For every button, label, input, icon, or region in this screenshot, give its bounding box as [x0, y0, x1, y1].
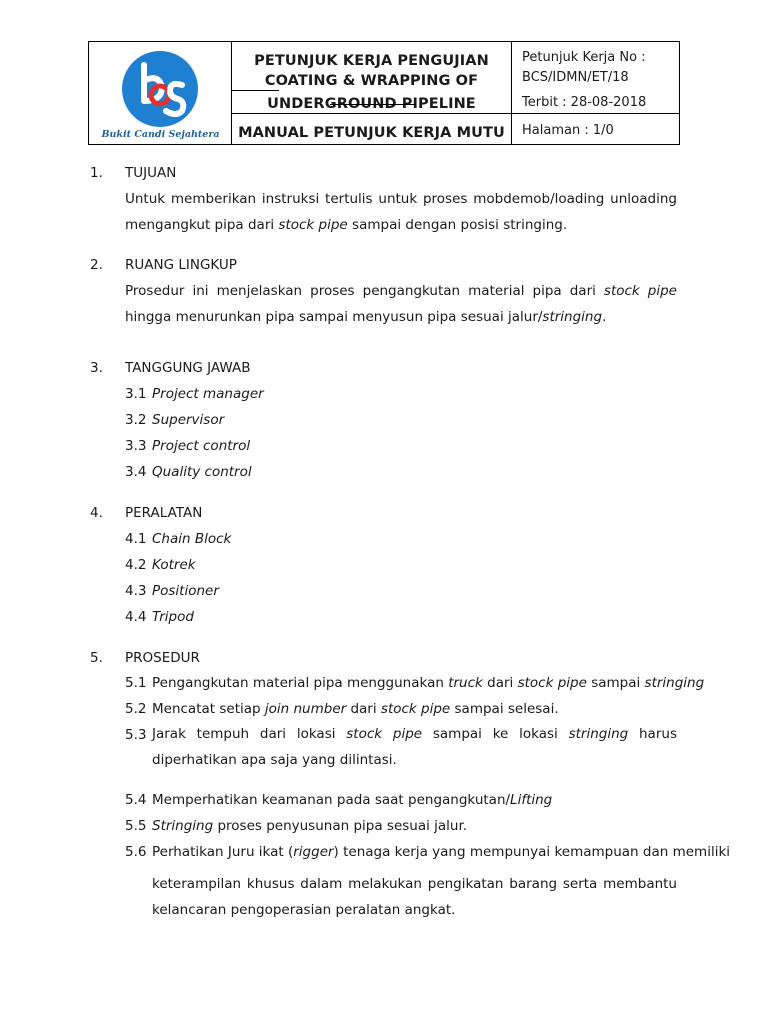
meta-cell: [512, 42, 679, 144]
text-run: sampai ke lokasi: [422, 726, 569, 742]
italic-run: stringing: [644, 675, 705, 691]
header-row-divider: [232, 113, 679, 114]
text-run: ) tenaga kerja yang mempunyai kemampuan dan memiliki: [333, 844, 731, 860]
item-number: 4.4: [125, 609, 147, 625]
italic-run: stringing: [542, 309, 603, 325]
italic-run: stock pipe: [517, 675, 587, 691]
item-number: 3.1: [125, 386, 147, 402]
text-run: sampai selesai.: [450, 701, 559, 717]
item-number: 4.3: [125, 583, 147, 599]
list-item: Kotrek: [152, 557, 196, 573]
text-run: harus diperhatikan apa saja yang dilintasi.: [152, 726, 677, 768]
doc-title-line-3: UNDERGROUND PIPELINE: [267, 96, 476, 112]
section-4-title: PERALATAN: [125, 505, 203, 521]
doc-title-line-1: PETUNJUK KERJA PENGUJIAN: [254, 53, 489, 69]
item-number: 5.5: [125, 818, 147, 834]
italic-run: Stringing: [152, 818, 214, 834]
list-item: [152, 721, 677, 773]
italic-run: truck: [448, 675, 483, 691]
item-number: 5.3: [125, 727, 147, 743]
section-3-title: TANGGUNG JAWAB: [125, 360, 251, 376]
list-item: Quality control: [152, 464, 252, 480]
doc-title-line-2: COATING & WRAPPING OF: [264, 73, 479, 89]
italic-run: stringing: [568, 726, 629, 742]
italic-run: stock pipe: [380, 701, 451, 717]
section-2-paragraph: [125, 278, 677, 330]
list-item: [152, 818, 467, 834]
item-number: 4.1: [125, 531, 147, 547]
list-item: [152, 701, 559, 717]
section-1-paragraph: [125, 186, 677, 238]
text-run: proses penyusunan pipa sesuai jalur.: [213, 818, 468, 834]
section-5-number: 5.: [90, 650, 103, 666]
item-number: 5.4: [125, 792, 147, 808]
italic-run: Lifting: [510, 792, 553, 808]
section-5-title: PROSEDUR: [125, 650, 200, 666]
text-run: Memperhatikan keamanan pada saat pengangkutan/: [152, 792, 511, 808]
item-number: 4.2: [125, 557, 147, 573]
list-item: Positioner: [152, 583, 219, 599]
doc-subtitle: MANUAL PETUNJUK KERJA MUTU: [238, 125, 505, 141]
text-run: Jarak tempuh dari lokasi: [152, 726, 347, 742]
section-3-number: 3.: [90, 360, 103, 376]
text-run: .: [602, 309, 607, 325]
logo-cell: [89, 42, 232, 144]
item-number: 3.3: [125, 438, 147, 454]
italic-run: rigger: [293, 844, 334, 860]
overlap-line: [330, 104, 416, 105]
company-logo: [122, 51, 198, 127]
text-run: Pengangkutan material pipa menggunakan: [152, 675, 449, 691]
page-number: Halaman : 1/0: [522, 123, 614, 138]
item-number: 5.6: [125, 844, 147, 860]
text-run: Perhatikan Juru ikat (: [152, 844, 294, 860]
text-run: dari: [482, 675, 518, 691]
list-item: [152, 844, 730, 860]
text-run: Prosedur ini menjelaskan proses pengangkutan material pipa dari: [125, 283, 604, 299]
item-number: 3.4: [125, 464, 147, 480]
doc-number-label: Petunjuk Kerja No :: [522, 50, 646, 65]
section-1-title: TUJUAN: [125, 165, 177, 181]
text-run: hingga menurunkan pipa sampai menyusun pipa sesuai jalur/: [125, 309, 543, 325]
section-4-number: 4.: [90, 505, 103, 521]
text-run: dari: [346, 701, 381, 717]
logo-caption: Bukit Candi Sejahtera: [101, 129, 220, 140]
section-2-number: 2.: [90, 257, 103, 273]
italic-run: stock pipe: [278, 217, 348, 233]
list-item: Project manager: [152, 386, 264, 402]
list-item: [152, 792, 552, 808]
italic-run: stock pipe: [603, 283, 677, 299]
list-item: Supervisor: [152, 412, 225, 428]
text-run: Mencatat setiap: [152, 701, 265, 717]
header-table: [88, 41, 680, 145]
text-run: Untuk memberikan instruksi tertulis untuk proses mobdemob/loading unloading mengangkut pipa dari: [125, 191, 677, 233]
list-item: Chain Block: [152, 531, 232, 547]
title-cell-divider-stub: [232, 90, 279, 91]
section-2-title: RUANG LINGKUP: [125, 257, 237, 273]
list-item: Tripod: [152, 609, 194, 625]
item-number: 3.2: [125, 412, 147, 428]
list-item-continuation: keterampilan khusus dalam melakukan pengikatan barang serta membantu kelancaran pengoperasian peralatan angkat.: [152, 876, 677, 918]
italic-run: join number: [264, 701, 347, 717]
section-1-number: 1.: [90, 165, 103, 181]
text-run: sampai: [586, 675, 645, 691]
title-cell: [232, 42, 512, 144]
item-number: 5.1: [125, 675, 147, 691]
text-run: sampai dengan posisi stringing.: [347, 217, 568, 233]
italic-run: stock pipe: [346, 726, 423, 742]
list-item: Project control: [152, 438, 251, 454]
issued-date: Terbit : 28-08-2018: [522, 95, 647, 110]
list-item: [152, 675, 704, 691]
item-number: 5.2: [125, 701, 147, 717]
doc-number-value: BCS/IDMN/ET/18: [522, 70, 629, 85]
